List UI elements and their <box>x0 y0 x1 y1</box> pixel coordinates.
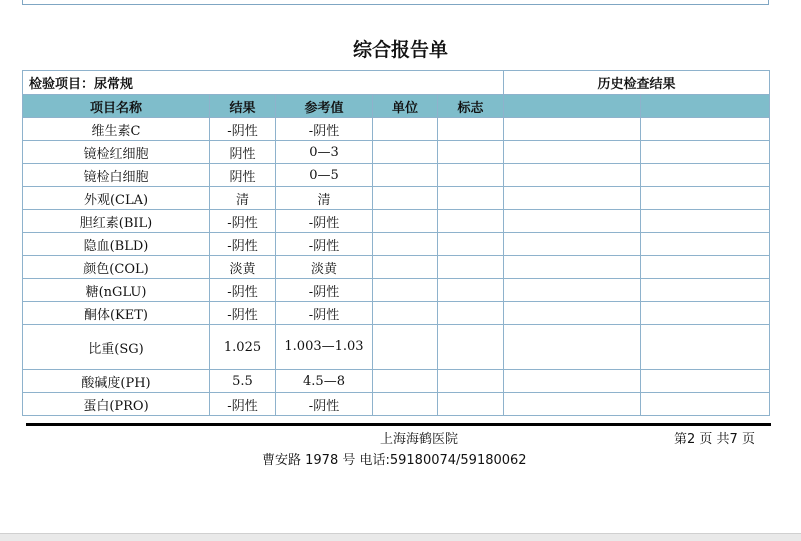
cell-history-2 <box>641 210 770 233</box>
cell-flag <box>438 370 504 393</box>
cell-history-2 <box>641 302 770 325</box>
cell-history-2 <box>641 393 770 416</box>
cell-history-1 <box>504 325 641 370</box>
cell-history-1 <box>504 233 641 256</box>
cell-history-2 <box>641 370 770 393</box>
cell-history-2 <box>641 141 770 164</box>
exam-item-label: 检验项目：尿常规 <box>23 71 504 95</box>
cell-item-name: 蛋白(PRO) <box>23 393 210 416</box>
cell-unit <box>373 118 438 141</box>
footer-divider <box>26 423 771 426</box>
cell-flag <box>438 302 504 325</box>
cell-history-2 <box>641 325 770 370</box>
table-row <box>23 233 770 256</box>
cell-item-name: 维生素C <box>23 118 210 141</box>
cell-unit <box>373 393 438 416</box>
cell-history-1 <box>504 210 641 233</box>
cell-item-name: 酸碱度(PH) <box>23 370 210 393</box>
cell-flag <box>438 118 504 141</box>
col-header-reference: 参考值 <box>276 95 373 118</box>
cell-unit <box>373 370 438 393</box>
top-border-line <box>22 4 769 5</box>
cell-result: -阴性 <box>210 393 276 416</box>
report-table <box>22 70 770 416</box>
cell-result: -阴性 <box>210 302 276 325</box>
cell-reference: 1.003—1.03 <box>276 325 373 370</box>
cell-unit <box>373 141 438 164</box>
cell-item-name: 胆红素(BIL) <box>23 210 210 233</box>
cell-flag <box>438 279 504 302</box>
cell-reference: -阴性 <box>276 393 373 416</box>
cell-history-2 <box>641 118 770 141</box>
cell-unit <box>373 302 438 325</box>
col-header-unit: 单位 <box>373 95 438 118</box>
cell-history-1 <box>504 370 641 393</box>
table-row <box>23 279 770 302</box>
cell-reference: -阴性 <box>276 233 373 256</box>
cell-item-name: 镜检红细胞 <box>23 141 210 164</box>
hospital-name: 上海海鹤医院 <box>380 432 459 447</box>
table-row <box>23 118 770 141</box>
cell-result: -阴性 <box>210 210 276 233</box>
cell-flag <box>438 141 504 164</box>
cell-history-1 <box>504 279 641 302</box>
cell-flag <box>438 233 504 256</box>
table-row <box>23 302 770 325</box>
cell-unit <box>373 325 438 370</box>
table-row <box>23 187 770 210</box>
col-header-history-2 <box>641 95 770 118</box>
hospital-address: 曹安路 1978 号 电话:59180074/59180062 <box>262 453 527 468</box>
cell-history-1 <box>504 393 641 416</box>
top-border-left <box>22 0 23 5</box>
cell-history-1 <box>504 256 641 279</box>
cell-item-name: 比重(SG) <box>23 325 210 370</box>
table-row <box>23 164 770 187</box>
cell-reference: 4.5—8 <box>276 370 373 393</box>
table-row <box>23 325 770 370</box>
cell-history-1 <box>504 187 641 210</box>
cell-result: 淡黄 <box>210 256 276 279</box>
cell-item-name: 颜色(COL) <box>23 256 210 279</box>
cell-reference: 0—3 <box>276 141 373 164</box>
cell-item-name: 糖(nGLU) <box>23 279 210 302</box>
cell-reference: -阴性 <box>276 118 373 141</box>
cell-history-2 <box>641 187 770 210</box>
report-title: 综合报告单 <box>352 39 448 61</box>
cell-flag <box>438 256 504 279</box>
cell-history-2 <box>641 164 770 187</box>
col-header-name: 项目名称 <box>23 95 210 118</box>
cell-history-1 <box>504 141 641 164</box>
cell-unit <box>373 210 438 233</box>
history-results-title: 历史检查结果 <box>504 71 770 95</box>
cell-history-1 <box>504 302 641 325</box>
cell-reference: -阴性 <box>276 302 373 325</box>
col-header-result: 结果 <box>210 95 276 118</box>
page-number: 第2 页 共7 页 <box>674 432 755 447</box>
cell-reference: 淡黄 <box>276 256 373 279</box>
cell-history-1 <box>504 164 641 187</box>
cell-flag <box>438 164 504 187</box>
cell-history-2 <box>641 233 770 256</box>
cell-history-1 <box>504 118 641 141</box>
cell-result: 阴性 <box>210 164 276 187</box>
col-header-history-1 <box>504 95 641 118</box>
cell-history-2 <box>641 279 770 302</box>
cell-unit <box>373 233 438 256</box>
cell-reference: -阴性 <box>276 210 373 233</box>
table-row <box>23 141 770 164</box>
cell-result: 1.025 <box>210 325 276 370</box>
cell-item-name: 外观(CLA) <box>23 187 210 210</box>
cell-result: -阴性 <box>210 233 276 256</box>
cell-unit <box>373 164 438 187</box>
exam-header-row <box>23 71 770 95</box>
cell-result: 阴性 <box>210 141 276 164</box>
cell-history-2 <box>641 256 770 279</box>
cell-result: 5.5 <box>210 370 276 393</box>
cell-flag <box>438 210 504 233</box>
cell-item-name: 镜检白细胞 <box>23 164 210 187</box>
top-border-right <box>768 0 769 5</box>
cell-reference: 清 <box>276 187 373 210</box>
cell-flag <box>438 187 504 210</box>
table-row <box>23 210 770 233</box>
cell-item-name: 隐血(BLD) <box>23 233 210 256</box>
table-row <box>23 393 770 416</box>
cell-reference: 0—5 <box>276 164 373 187</box>
cell-unit <box>373 279 438 302</box>
cell-reference: -阴性 <box>276 279 373 302</box>
cell-flag <box>438 393 504 416</box>
cell-result: 清 <box>210 187 276 210</box>
table-row <box>23 370 770 393</box>
table-row <box>23 256 770 279</box>
cell-unit <box>373 256 438 279</box>
cell-flag <box>438 325 504 370</box>
cell-result: -阴性 <box>210 118 276 141</box>
cell-unit <box>373 187 438 210</box>
cell-item-name: 酮体(KET) <box>23 302 210 325</box>
column-header-row <box>23 95 770 118</box>
col-header-flag: 标志 <box>438 95 504 118</box>
cell-result: -阴性 <box>210 279 276 302</box>
